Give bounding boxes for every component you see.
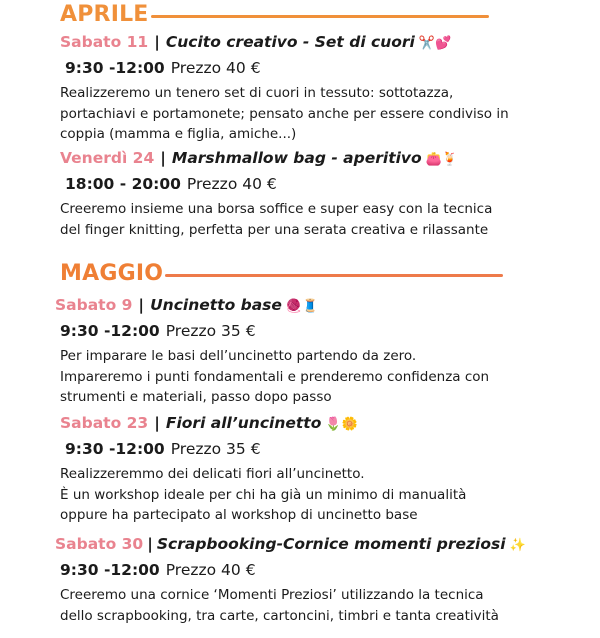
description-line: È un workshop ideale per chi ha già un minimo di manualità (60, 486, 467, 503)
event-separator: | (160, 149, 166, 167)
event-separator: | (154, 33, 160, 51)
event-title: Marshmallow bag - aperitivo (171, 149, 422, 167)
month-divider (165, 274, 503, 277)
month-divider (151, 15, 489, 18)
event-day: Venerdì 24 (60, 149, 155, 167)
description-line: Realizzeremo un tenero set di cuori in tessuto: sottotazza, (60, 85, 454, 101)
description-line: Creeremo una cornice ‘Momenti Preziosi’ utilizzando la tecnica (60, 587, 484, 603)
event-day: Sabato 11 (60, 33, 149, 51)
event-item (0, 32, 600, 145)
description-line: oppure ha partecipato al workshop di uncinetto base (60, 507, 418, 523)
description-line: Impareremo i punti fondamentali e prenderemo confidenza con (60, 368, 490, 385)
event-price: Prezzo 35 € (165, 322, 256, 340)
event-title: Uncinetto base (150, 296, 282, 314)
month-title: APRILE (60, 2, 149, 27)
sparkles-icon: ✨ (509, 538, 526, 553)
event-day: Sabato 9 (55, 296, 133, 314)
description-line: dello scrapbooking, tra carte, cartoncini, timbri e tanta creatività (60, 607, 499, 624)
event-day: Sabato 23 (60, 414, 149, 432)
scissors-heart-icon: ✂️💕 (418, 36, 452, 51)
yarn-thread-icon: 🧶🧵 (285, 299, 319, 314)
event-price: Prezzo 40 € (165, 561, 256, 579)
description-line: Per imparare le basi dell’uncinetto partendo da zero. (60, 348, 417, 364)
month-header-maggio (60, 261, 503, 286)
event-separator: | (154, 414, 160, 432)
event-description (0, 83, 600, 145)
description-line: portachiavi e portamonete; pensato anche per essere condiviso in (60, 105, 509, 122)
event-day: Sabato 30 (55, 535, 144, 553)
event-time: 9:30 -12:00 (65, 440, 165, 458)
month-title: MAGGIO (60, 261, 164, 286)
event-description (0, 464, 600, 526)
description-line: Creeremo insieme una borsa soffice e super easy con la tecnica (60, 201, 493, 217)
event-price: Prezzo 35 € (170, 440, 261, 458)
description-line: Realizzeremmo dei delicati fiori all’uncinetto. (60, 466, 365, 482)
event-item (0, 295, 600, 408)
event-title: Cucito creativo - Set di cuori (165, 33, 415, 51)
event-title: Fiori all’uncinetto (165, 414, 322, 432)
event-separator: | (147, 535, 153, 553)
description-line: del finger knitting, perfetta per una serata creativa e rilassante (60, 221, 489, 238)
description-line: coppia (mamma e figlia, amiche...) (60, 126, 297, 142)
event-description (0, 346, 600, 408)
event-price: Prezzo 40 € (186, 175, 277, 193)
tulip-blossom-icon: 🌷🌼 (325, 417, 358, 432)
event-item (0, 148, 600, 240)
event-time: 9:30 -12:00 (65, 59, 165, 77)
event-title: Scrapbooking-Cornice momenti preziosi (156, 535, 506, 553)
event-price: Prezzo 40 € (170, 59, 261, 77)
month-header-aprile (60, 2, 489, 27)
event-item (0, 534, 600, 626)
event-item (0, 413, 600, 526)
event-description (0, 199, 600, 240)
description-line: strumenti e materiali, passo dopo passo (60, 389, 332, 405)
event-time: 9:30 -12:00 (60, 322, 160, 340)
purse-cocktail-icon: 👛🍹 (425, 152, 459, 167)
event-time: 9:30 -12:00 (60, 561, 160, 579)
event-description (0, 585, 600, 626)
event-time: 18:00 - 20:00 (65, 175, 181, 193)
event-separator: | (138, 296, 145, 314)
